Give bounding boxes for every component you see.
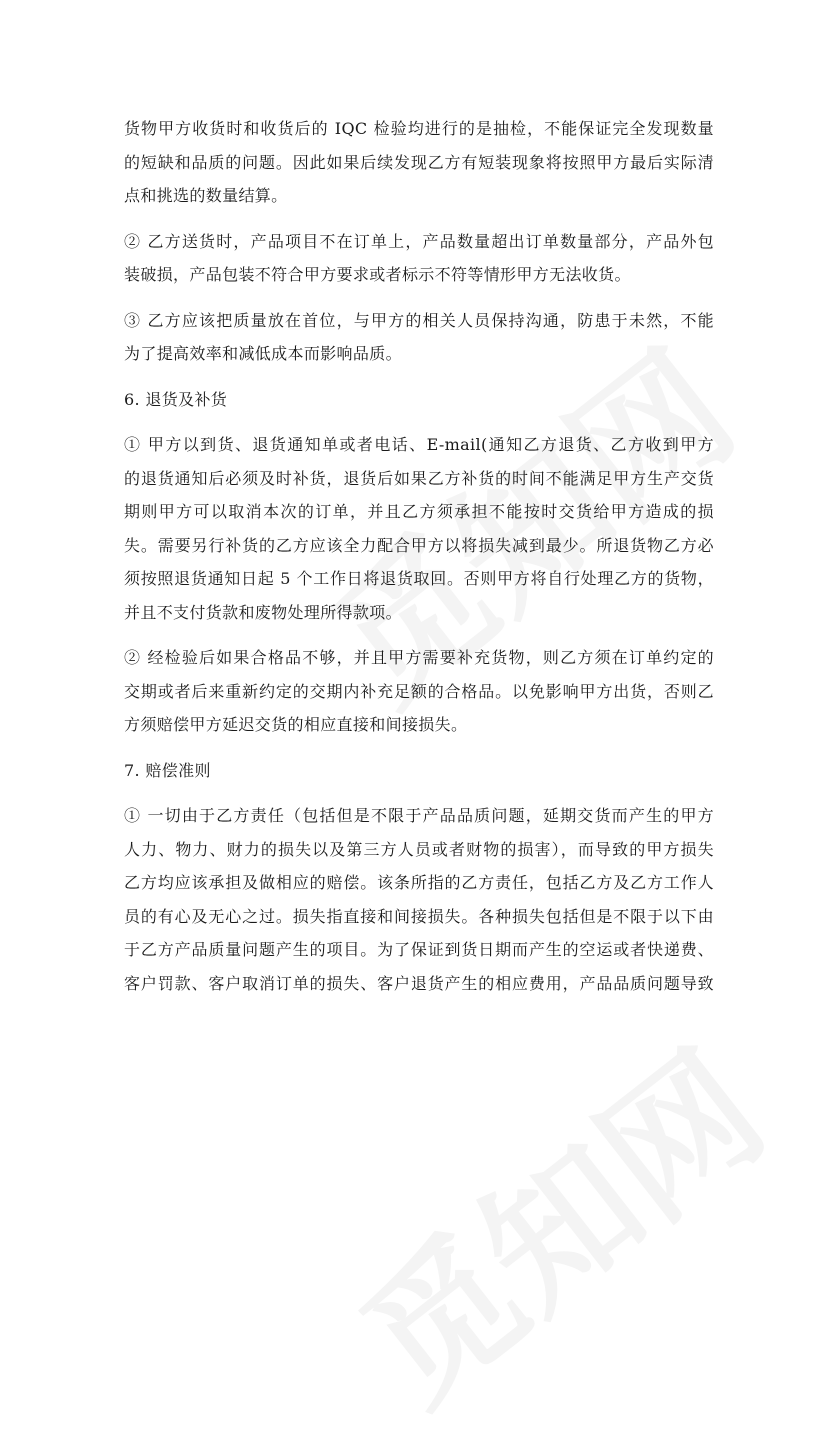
- text-line: ② 乙方送货时，产品项目不在订单上，产品数量超出订单数量部分，产品外包: [124, 231, 714, 251]
- text-line: 的退货通知后必须及时补货，退货后如果乙方补货的时间不能满足甲方生产交货: [124, 468, 714, 488]
- text-line: ① 甲方以到货、退货通知单或者电话、E-mail(通知乙方退货、乙方收到甲方: [124, 435, 714, 454]
- paragraph-returns-1: [124, 428, 714, 629]
- text-line: ③ 乙方应该把质量放在首位，与甲方的相关人员保持沟通，防患于未然，不能: [124, 310, 714, 330]
- text-line: 为了提高效率和减低成本而影响品质。: [124, 344, 402, 363]
- text-line: 客户罚款、客户取消订单的损失、客户退货产生的相应费用，产品品质问题导致: [124, 973, 714, 993]
- text-line: 人力、物力、财力的损失以及第三方人员或者财物的损害），而导致的甲方损失: [124, 839, 714, 859]
- document-body: [124, 112, 714, 1000]
- text-line: 员的有心及无心之过。损失指直接和间接损失。各种损失包括但是不限于以下由: [124, 906, 714, 926]
- text-line: 于乙方产品质量问题产生的项目。为了保证到货日期而产生的空运或者快递费、: [124, 940, 714, 959]
- section-heading-7: [124, 754, 714, 788]
- text-line: 期则甲方可以取消本次的订单，并且乙方须承担不能按时交货给甲方造成的损: [124, 502, 714, 521]
- paragraph-continued: [124, 112, 714, 213]
- section-heading-6: [124, 383, 714, 417]
- text-line: 方须赔偿甲方延迟交货的相应直接和间接损失。: [124, 715, 468, 734]
- text-line: 货物甲方收货时和收货后的 IQC 检验均进行的是抽检，不能保证完全发现数量: [124, 119, 714, 138]
- text-line: ② 经检验后如果合格品不够，并且甲方需要补充货物，则乙方须在订单约定的: [124, 648, 714, 667]
- text-line: 须按照退货通知日起 5 个工作日将退货取回。否则甲方将自行处理乙方的货物，: [124, 569, 714, 588]
- text-line: 点和挑选的数量结算。: [124, 186, 288, 205]
- paragraph-compensation-1: [124, 799, 714, 1000]
- text-line: 装破损，产品包装不符合甲方要求或者标示不符等情形甲方无法收货。: [124, 265, 631, 284]
- watermark: [311, 994, 799, 1441]
- text-line: ① 一切由于乙方责任（包括但是不限于产品品质问题，延期交货而产生的甲方: [124, 806, 714, 825]
- text-line: 失。需要另行补货的乙方应该全力配合甲方以将损失减到最少。所退货物乙方必: [124, 535, 714, 555]
- text-line: 并且不支付货款和废物处理所得款项。: [124, 602, 402, 622]
- text-line: 交期或者后来重新约定的交期内补充足额的合格品。以免影响甲方出货，否则乙: [124, 681, 714, 701]
- paragraph-item-3: [124, 304, 714, 371]
- text-line: 乙方均应该承担及做相应的赔偿。该条所指的乙方责任，包括乙方及乙方工作人: [124, 873, 714, 892]
- section-heading: 6. 退货及补货: [124, 389, 228, 409]
- text-line: 的短缺和品质的问题。因此如果后续发现乙方有短装现象将按照甲方最后实际清: [124, 152, 714, 172]
- paragraph-item-2: [124, 225, 714, 292]
- paragraph-returns-2: [124, 641, 714, 742]
- section-heading: 7. 赔偿准则: [124, 760, 211, 780]
